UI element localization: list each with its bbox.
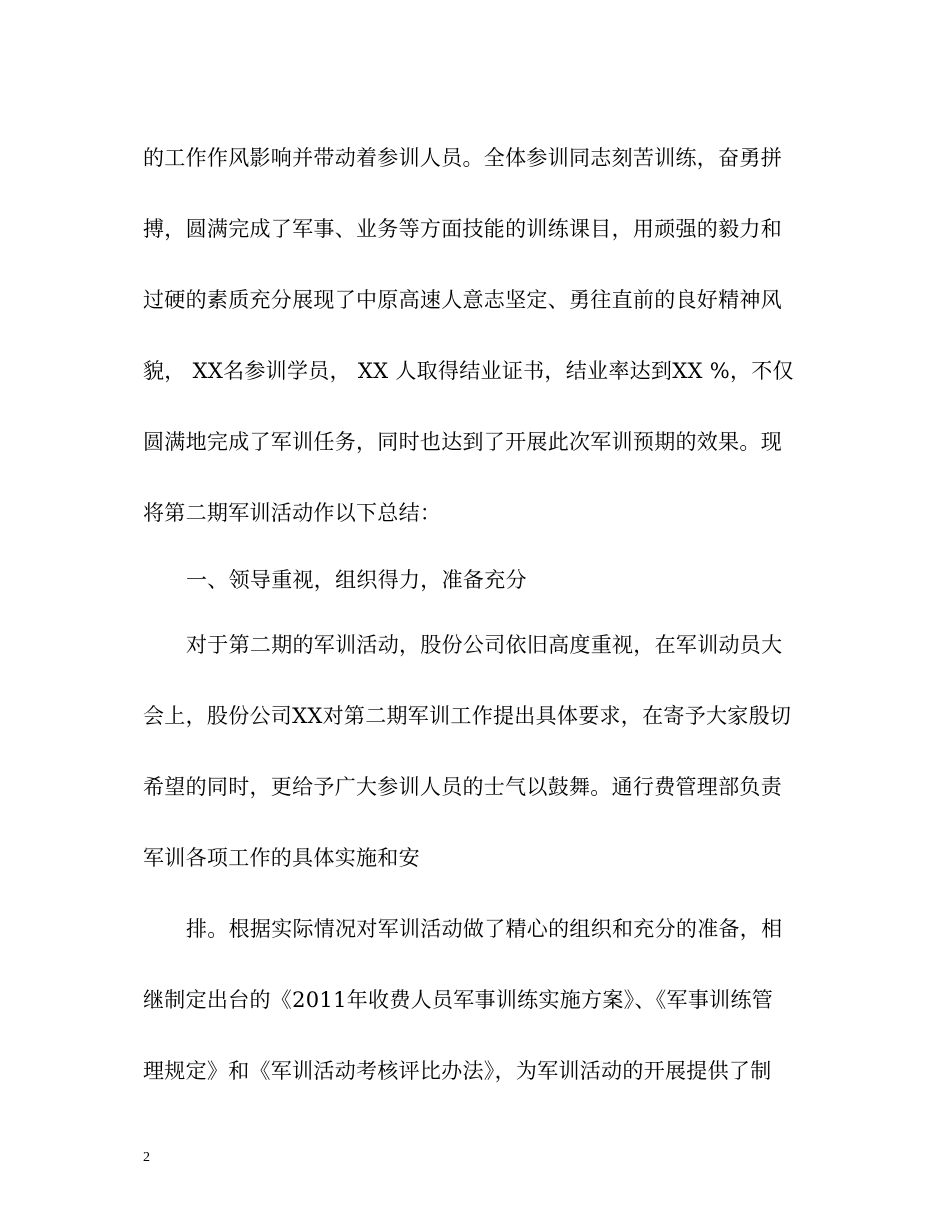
- text-line-1: 的工作作风影响并带动着参训人员。全体参训同志刻苦训练，奋勇拼: [143, 146, 782, 170]
- text-line-14: 理规定》和《军训活动考核评比办法》，为军训活动的开展提供了制: [143, 1059, 772, 1083]
- text-line-9: 会上，股份公司XX对第二期军训工作提出具体要求，在寄予大家殷切: [143, 704, 792, 728]
- text-line-11: 军训各项工作的具体实施和安: [143, 846, 420, 870]
- section-heading: 一、领导重视，组织得力，准备充分: [186, 568, 527, 592]
- page-number: 2: [143, 1150, 150, 1165]
- text-line-8: 对于第二期的军训活动，股份公司依旧高度重视，在军训动员大: [186, 633, 783, 657]
- text-line-12: 排。根据实际情况对军训活动做了精心的组织和充分的准备，相: [186, 917, 783, 941]
- text-line-4: 貌， XX名参训学员， XX 人取得结业证书，结业率达到XX %，不仅: [143, 359, 794, 383]
- text-line-10: 希望的同时，更给予广大参训人员的士气以鼓舞。通行费管理部负责: [143, 775, 782, 799]
- text-line-5: 圆满地完成了军训任务，同时也达到了开展此次军训预期的效果。现: [143, 430, 782, 454]
- text-line-2: 搏，圆满完成了军事、业务等方面技能的训练课目，用顽强的毅力和: [143, 217, 782, 241]
- text-line-3: 过硬的素质充分展现了中原高速人意志坚定、勇往直前的良好精神风: [143, 288, 782, 312]
- text-line-6: 将第二期军训活动作以下总结：: [143, 501, 442, 525]
- text-line-13: 继制定出台的《2011年收费人员军事训练实施方案》、《军事训练管: [143, 988, 774, 1012]
